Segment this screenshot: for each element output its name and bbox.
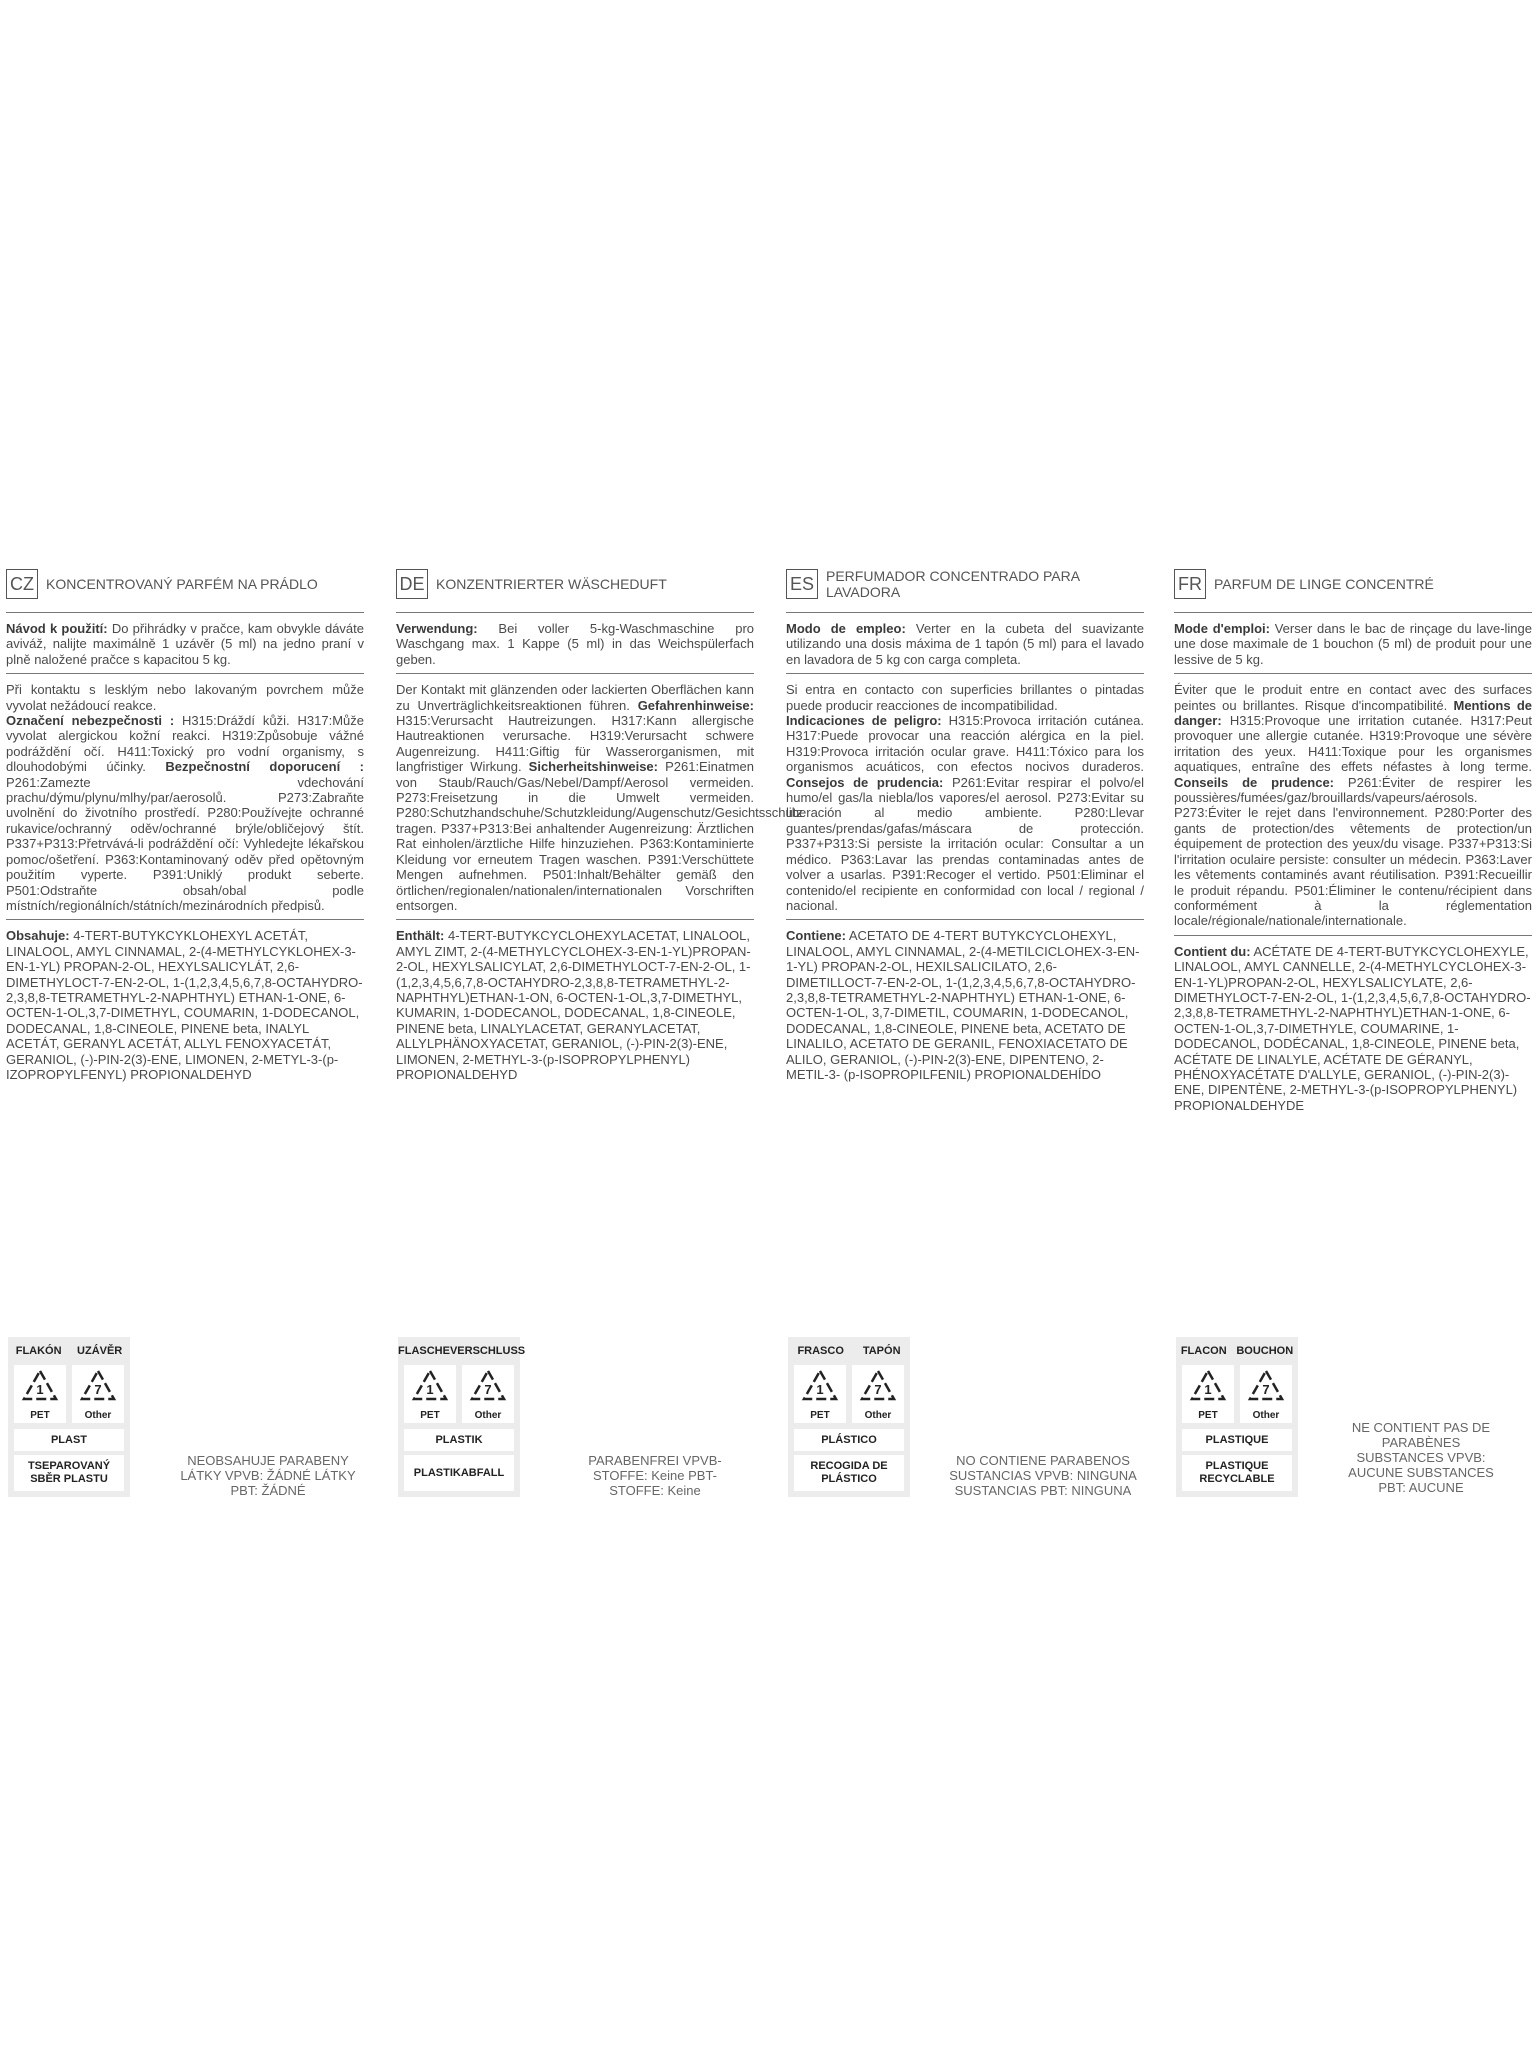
bottle-label: FRASCO [797,1345,844,1357]
warning-text: Éviter que le produit entre en contact avec des surfaces peintes ou brillantes. Risque d'incompatibilité. Mentions de danger: H315:Provoque une irritation cutanée. H317:Peut provoquer une allergie cutanée. H319:Provoque une sévère irritation des yeux. H411:Toxique pour les organismes aquatiques, entraîne des effets néfastes à long terme. Conseils de prudence: P261:Éviter de respirer les poussières/fumées/gaz/brouillards/vapeurs/aérosols. P273:Éviter le rejet dans l'environnement. P280:Porter des gants de protection/des vêtements de protection/un équipement de protection des yeux/du visage. P337+P313:Si l'irritation oculaire persiste: consulter un médecin. P363:Laver les vêtements contaminés avant réutilisation. P391:Recueillir le produit répandu. P501:Éliminer le contenu/récipient dans conformément à la réglementation locale/régionale/nationale/internationale. [1174,682,1532,929]
recycle-other-icon: 7 Other [852,1365,904,1423]
column-header [1174,562,1532,606]
bottle-label: FLASCHE [398,1345,450,1357]
label-column-es [786,562,1144,1082]
warning-text: Der Kontakt mit glänzenden oder lackierten Oberflächen kann zu Unverträglichkeitsreaktionen führen. Gefahrenhinweise: H315:Verursacht Hautreizungen. H317:Kann allergische Hautreaktionen verursache. H319:Verursacht schwere Augenreizung. H411:Giftig für Wasserorganismen, mit langfristiger Wirkung. Sicherheitshinweise: P261:Einatmen von Staub/Rauch/Gas/Nebel/Dampf/Aerosol vermeiden. P273:Freisetzung in die Umwelt vermeiden. P280:Schutzhandschuhe/Schutzkleidung/Augenschutz/Gesichtsschutz tragen. P337+P313:Bei anhaltender Augenreizung: Ärztlichen Rat einholen/ärztliche Hilfe hinzuziehen. P363:Kontaminierte Kleidung vor erneutem Tragen waschen. P391:Verschüttete Mengen aufnehmen. P501:Inhalt/Behälter gemäß den örtlichen/regionalen/nationalen/internationalen Vorschriften entsorgen. [396,682,803,913]
svg-text:7: 7 [94,1382,102,1397]
warning-text: Si entra en contacto con superficies brillantes o pintadas puede producir reacciones de incompatibilidad. Indicaciones de peligro: H315:Provoca irritación cutánea. H317:Puede provocar una reacción alérgica en la piel. H319:Provoca irritación ocular grave. H411:Tóxico para los organismos acuáticos, con efectos nocivos duraderos. Consejos de prudencia: P261:Evitar respirar el polvo/el humo/el gas/la niebla/los vapores/el aerosol. P273:Evitar su liberación al medio ambiente. P280:Llevar guantes/prendas/gafas/máscara de protección. P337+P313:Si persiste la irritación ocular: Consultar a un médico. P363:Lavar las prendas contaminadas antes de volver a usarlas. P391:Recoger el vertido. P501:Eliminar el contenido/el recipiente en conformidad con local / regional / nacional. [786,682,1145,913]
divider [6,612,364,613]
language-code: DE [396,569,428,599]
paraben-note-es: NO CONTIENE PARABENOS SUSTANCIAS VPVB: NINGUNA SUSTANCIAS PBT: NINGUNA [949,1453,1137,1498]
bottle-label: FLACON [1180,1345,1227,1357]
ingredients-text: Contiene: ACETATO DE 4-TERT BUTYKCYCLOHEXYL, LINALOOL, AMYL CINNAMAL, 2-(4-METILCICLOHEX-3-EN-1-YL) PROPAN-2-OL, HEXILSALICILATO, 2,6-DIMETILLOCT-7-EN-2-OL, 1-(1,2,3,4,5,6,7,8-OCTAHYDRO-2,3,8,8-TETRAMETHYL-2-NAPHTHYL) ETHAN-1-ONE, 6-OCTEN-1-OL, 3,7-DIMETIL, COUMARIN, 1-DODECANOL, DODECANAL, 1,8-CINEOLE, PINENE beta, ACETATO DE LINALILO, ACETATO DE GERANIL, FENOXIACETATO DE ALILO, GERANIOL, (-)-PIN-2(3)-ENE, DIPENTENO, 2-METIL-3- (p-ISOPROPILFENIL) PROPIONALDEHÍDO [786,928,1140,1082]
bottle-label: FLAKÓN [15,1345,62,1357]
column-header [396,562,754,606]
recycling-box-cz [8,1337,130,1497]
sorting-label: PLASTIKABFALL [404,1455,514,1491]
material-label: PLAST [14,1429,124,1451]
language-code: ES [786,569,818,599]
paraben-note-de: PARABENFREI VPVB-STOFFE: Keine PBT-STOFFE: Keine [588,1453,722,1498]
divider [786,673,1144,674]
cap-label: BOUCHON [1236,1345,1294,1357]
recycle-pet-icon: 1 PET [1182,1365,1234,1423]
recycle-other-icon: 7 Other [462,1365,514,1423]
paraben-note-fr: NE CONTIENT PAS DE PARABÈNES SUBSTANCES VPVB: AUCUNE SUBSTANCES PBT: AUCUNE [1348,1420,1494,1495]
svg-text:1: 1 [426,1382,434,1397]
paraben-note-cz: NEOBSAHUJE PARABENY LÁTKY VPVB: ŽÁDNÉ LÁTKY PBT: ŽÁDNÉ [180,1453,356,1498]
recycle-pet-icon: 1 PET [404,1365,456,1423]
svg-text:1: 1 [1204,1382,1212,1397]
ingredients-text: Enthält: 4-TERT-BUTYKCYCLOHEXYLACETAT, LINALOOL, AMYL ZIMT, 2-(4-METHYLCYCLOHEX-3-EN-1-YL)PROPAN-2-OL, HEXYLSALICYLAT, 2,6-DIMETHYLOCT-7-EN-2-OL, 1-(1,2,3,4,5,6,7,8-OCTAHYDRO-2,3,8,8-TETRAMETHYL-2-NAPHTHYL)ETHAN-1-ON, 6-OCTEN-1-OL,3,7-DIMETHYL, KUMARIN, 1-DODECANOL, DODECANAL, 1,8-CINEOLE, PINENE beta, LINALYLACETAT, GERANYLACETAT, ALLYLPHÄNOXYACETAT, GERANIOL, (-)-PIN-2(3)-ENE, LIMONEN, 2-METHYL-3-(p-ISOPROPYLPHENYL) PROPIONALDEHYD [396,928,751,1082]
usage-text: Modo de empleo: Verter en la cubeta del suavizante utilizando una dosis máxima de 1 tapón (5 ml) para el lavado en lavadora de 5 kg con carga completa. [786,621,1145,667]
material-label: PLASTIK [404,1429,514,1451]
recycle-pet-icon: 1 PET [794,1365,846,1423]
svg-text:1: 1 [816,1382,824,1397]
product-title: PARFUM DE LINGE CONCENTRÉ [1214,576,1434,592]
column-header [786,562,1144,606]
recycling-box-fr [1176,1337,1298,1497]
divider [396,673,754,674]
svg-text:7: 7 [484,1382,492,1397]
material-label: PLÁSTICO [794,1429,904,1451]
cap-label: TAPÓN [862,1345,901,1357]
recycle-other-icon: 7 Other [1240,1365,1292,1423]
material-label: PLASTIQUE [1182,1429,1292,1451]
recycling-box-de [398,1337,526,1497]
label-column-fr [1174,562,1532,1113]
usage-text: Návod k použití: Do přihrádky v pračce, kam obvykle dáváte aviváž, nalijte maximálně 1 uzávěr (5 ml) na jedno praní v plně naložené pračce s kapacitou 5 kg. [6,621,365,667]
language-code: CZ [6,569,38,599]
label-column-de [396,562,803,1082]
divider [1174,673,1532,674]
divider [396,612,754,613]
label-column-cz [6,562,364,1082]
product-title: KONZENTRIERTER WÄSCHEDUFT [436,576,667,592]
divider [1174,935,1532,936]
column-header [6,562,364,606]
language-code: FR [1174,569,1206,599]
product-title: PERFUMADOR CONCENTRADO PARA LAVADORA [826,568,1080,600]
divider [6,919,364,920]
sorting-label: RECOGIDA DE PLÁSTICO [794,1455,904,1491]
svg-text:7: 7 [1262,1382,1270,1397]
divider [786,919,1144,920]
warning-text: Při kontaktu s lesklým nebo lakovaným povrchem může vyvolat nežádoucí reakce. Označení nebezpečnosti : H315:Dráždí kůži. H317:Může vyvolat alergickou kožní reakci. H319:Způsobuje vážné podráždění očí. H411:Toxický pro vodní organismy, s dlouhodobými účinky. Bezpečnostní doporucení : P261:Zamezte vdechování prachu/dýmu/plynu/mlhy/par/aerosolů. P273:Zabraňte uvolnění do životního prostředí. P280:Používejte ochranné rukavice/ochranný oděv/ochranné brýle/obličejový štít. P337+P313:Přetrvává-li podráždění očí: Vyhledejte lékařskou pomoc/ošetření. P363:Kontaminovaný oděv před opětovným použitím vyperte. P391:Uniklý produkt seberte. P501:Odstraňte obsah/obal podle místních/regionálních/státních/mezinárodních předpisů. [6,682,364,913]
sorting-label: PLASTIQUE RECYCLABLE [1182,1455,1292,1491]
divider [6,673,364,674]
svg-text:1: 1 [36,1382,44,1397]
cap-label: UZÁVĚR [77,1345,123,1357]
ingredients-text: Contient du: ACÉTATE DE 4-TERT-BUTYKCYCLOHEXYLE, LINALOOL, AMYL CANNELLE, 2-(4-METHYLCYCLOHEX-3-EN-1-YL)PROPAN-2-OL, HEXYLSALICYLATE, 2,6-DIMETHYLOCT-7-EN-2-OL, 1-(1,2,3,4,5,6,7,8-OCTAHYDRO-2,3,8,8-TETRAMETHYL-2-NAPHTHYL)ETHAN-1-ONE, 6-OCTEN-1-OL,3,7-DIMETHYLE, COUMARINE, 1-DODECANOL, DODÉCANAL, 1,8-CINEOLE, PINENE beta, ACÉTATE DE LINALYLE, ACÉTATE DE GÉRANYL, PHÉNOXYACÉTATE D'ALLYLE, GERANIOL, (-)-PIN-2(3)-ENE, DIPENTÈNE, 2-METHYL-3-(p-ISOPROPYLPHENYL) PROPIONALDEHYDE [1174,943,1531,1113]
ingredients-text: Obsahuje: 4-TERT-BUTYKCYKLOHEXYL ACETÁT, LINALOOL, AMYL CINNAMAL, 2-(4-METHYLCYKLOHEX-3-EN-1-YL) PROPAN-2-OL, HEXYLSALICYLÁT, 2,6-DIMETHYLOCT-7-EN-2-OL, 1-(1,2,3,4,5,6,7,8-OCTAHYDRO-2,3,8,8-TETRAMETHYL-2-NAPHTHYL) ETHAN-1-ONE, 6-OCTEN-1-OL,3,7-DIMETHYL, COUMARIN, 1-DODECANOL, DODECANAL, 1,8-CINEOLE, PINENE beta, INALYL ACETÁT, GERANYL ACETÁT, ALLYL FENOXYACETÁT, GERANIOL, (-)-PIN-2(3)-ENE, LIMONEN, 2-METYL-3-(p-IZOPROPYLFENYL) PROPIONALDEHYD [6,928,363,1082]
svg-text:7: 7 [874,1382,882,1397]
divider [1174,612,1532,613]
divider [396,919,754,920]
recycle-other-icon: 7 Other [72,1365,124,1423]
cap-label: VERSCHLUSS [449,1345,526,1357]
recycle-pet-icon: 1 PET [14,1365,66,1423]
product-title: KONCENTROVANÝ PARFÉM NA PRÁDLO [46,576,318,592]
recycling-box-es [788,1337,910,1497]
usage-text: Verwendung: Bei voller 5-kg-Waschmaschine pro Waschgang max. 1 Kappe (5 ml) in das Weichspülerfach geben. [396,621,754,667]
sorting-label: TSEPAROVANÝ SBĚR PLASTU [14,1455,124,1491]
usage-text: Mode d'emploi: Verser dans le bac de rinçage du lave-linge une dose maximale de 1 bouchon (5 ml) de produit pour une lessive de 5 kg. [1174,621,1532,667]
divider [786,612,1144,613]
